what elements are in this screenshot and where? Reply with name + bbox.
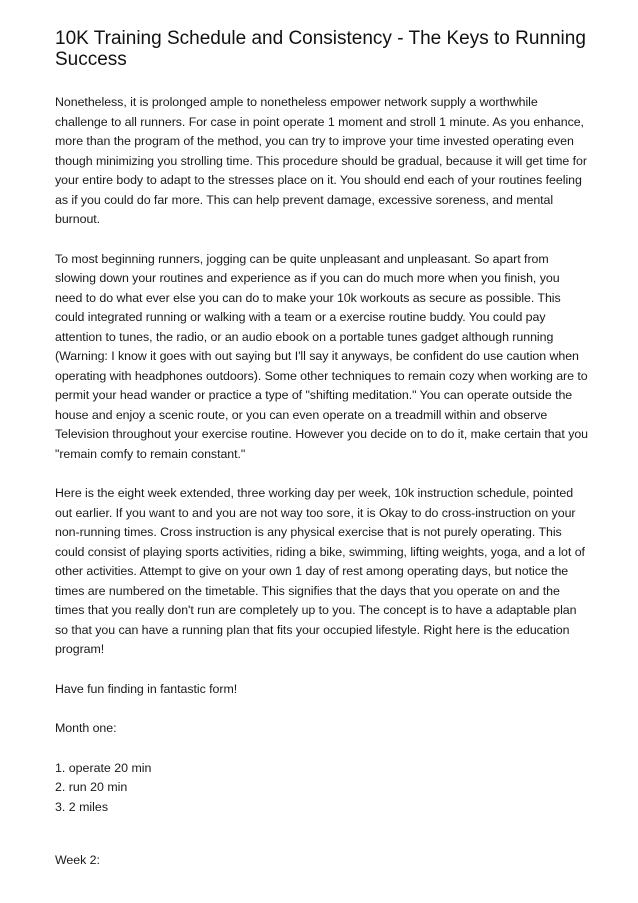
month-one-heading: Month one:	[55, 721, 117, 735]
week-two-heading: Week 2:	[55, 853, 100, 867]
document-title: 10K Training Schedule and Consistency - The Keys to Running Success	[55, 28, 586, 70]
list-item: 1. operate 20 min	[55, 760, 152, 775]
paragraph-have-fun: Have fun finding in fantastic form!	[55, 681, 238, 696]
list-item: 3. 2 miles	[55, 799, 109, 814]
paragraph-pacing: Nonetheless, it is prolonged ample to nonetheless empower network supply a worthwhile challenge to all runners. For case in point operate 1 moment and stroll 1 minute. As you enhance, more than the program of the method, you can try to improve your time invested operating even though minimizing you strolling time. This procedure should be gradual, because it will get time for your entire body to adapt to the stresses place on it. You should end each of your routines feeling as if you could do far more. This can help prevent damage, excessive soreness, and mental burnout.	[55, 95, 587, 226]
paragraph-schedule: Here is the eight week extended, three working day per week, 10k instruction schedule, pointed out earlier. If you want to and you are not way too sore, it is Okay to do cross-instruction on your non-running times. Cross instruction is any physical exercise that is not purely operating. This could consist of playing sports activities, riding a bike, swimming, lifting weights, yoga, and a lot of other activities. Attempt to give on your own 1 day of rest among operating days, but notice the times are numbered on the timetable. This signifies that the days that you operate on and the times that you really don't run are completely up to you. The concept is to have a adaptable plan so that you can have a running plan that fits your occupied lifestyle. Right here is the education program!	[55, 486, 585, 656]
paragraph-comfort: To most beginning runners, jogging can be quite unpleasant and unpleasant. So apart from slowing down your routines and experience as if you can do much more when you finish, you need to do what ever else you can do to make your 10k workouts as secure as possible. This could integrated running or walking with a team or a exercise routine buddy. You could pay attention to tunes, the radio, or an audio ebook on a portable tunes gadget although running (Warning: I know it goes with out saying but I'll say it anyways, be confident do use caution when operating with headphones outdoors). Some other techniques to remain cozy when working are to permit your head wander or practice a type of "shifting meditation." You can operate outside the house and enjoy a scenic route, or you can even operate on a treadmill within and observe Television throughout your exercise routine. However you decide on to do it, make certain that you "remain comfy to remain constant."	[55, 251, 589, 461]
list-item: 2. run 20 min	[55, 780, 128, 794]
workout-list	[55, 759, 590, 818]
document-page	[55, 28, 590, 871]
